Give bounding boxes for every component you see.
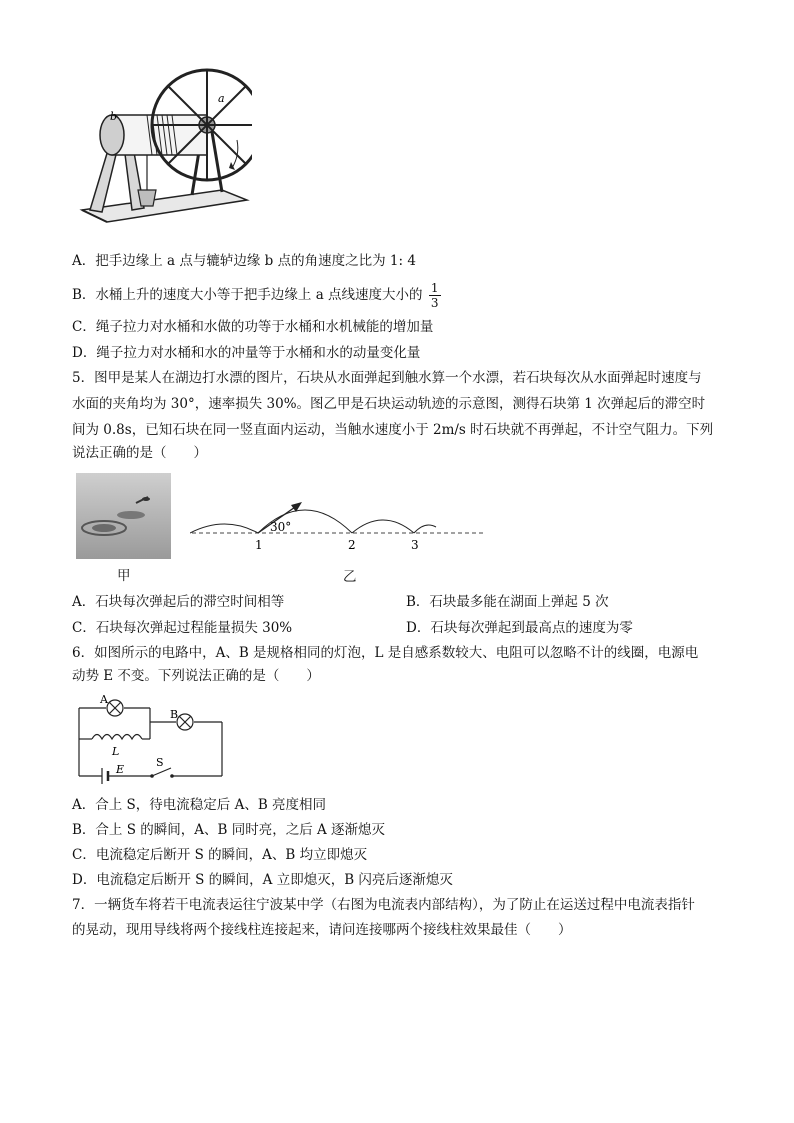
q6-option-a: A．合上 S，待电流稳定后 A、B 亮度相同	[72, 797, 327, 813]
q5-stem-line-1: 5．图甲是某人在湖边打水漂的图片，石块从水面弹起到触水算一个水漂，若石块每次从水面弹起时速度与	[72, 370, 702, 386]
fraction-numerator: 1	[430, 281, 439, 295]
q5-option-a: A．石块每次弹起后的滞空时间相等	[72, 594, 285, 610]
circuit-label-l: L	[112, 745, 120, 758]
q5-stem-line-3: 间为 0.8s，已知石块在同一竖直面内运动，当触水速度小于 2m/s 时石块就不再弹起，不计空气阻力。下列	[72, 422, 714, 438]
q6-option-d: D．电流稳定后断开 S 的瞬间，A 立即熄灭，B 闪亮后逐渐熄灭	[72, 872, 453, 888]
skipping-stone-photo	[76, 473, 171, 559]
q5-stem-line-4: 说法正确的是（ ）	[72, 445, 207, 461]
q6-option-b: B．合上 S 的瞬间，A、B 同时亮，之后 A 逐渐熄灭	[72, 822, 386, 838]
point-2: 2	[348, 538, 356, 552]
q4-option-d: D．绳子拉力对水桶和水的冲量等于水桶和水的动量变化量	[72, 345, 421, 361]
circuit-label-s: S	[156, 756, 164, 769]
circuit-diagram	[72, 693, 232, 785]
q6-stem-line-2: 动势 E 不变。下列说法正确的是（ ）	[72, 668, 320, 684]
point-1: 1	[255, 538, 263, 552]
circuit-label-a: A	[100, 693, 108, 706]
label-jia: 甲	[117, 568, 131, 584]
q7-stem-line-1: 7．一辆货车将若干电流表运往宁波某中学（右图为电流表内部结构），为了防止在运送过程中电流表指针	[72, 897, 695, 913]
label-a: a	[218, 92, 225, 105]
q5-stem-line-2: 水面的夹角均为 30°，速率损失 30%。图乙甲是石块运动轨迹的示意图，测得石块第 1 次弹起后的滞空时	[72, 396, 706, 412]
fraction-one-third	[429, 281, 441, 310]
circuit-label-b: B	[170, 708, 179, 721]
circuit-label-e: E	[116, 763, 125, 776]
q6-stem-line-1: 6．如图所示的电路中，A、B 是规格相同的灯泡，L 是自感系数较大、电阻可以忽略不计的线圈，电源电	[72, 645, 699, 661]
q4-option-a: A．把手边缘上 a 点与辘轳边缘 b 点的角速度之比为 1: 4	[72, 253, 416, 269]
trajectory-diagram	[190, 495, 490, 555]
point-3: 3	[411, 538, 419, 552]
q4-option-b	[72, 281, 441, 310]
windlass-figure	[72, 40, 252, 230]
label-b: b	[110, 110, 118, 123]
q7-stem-line-2: 的晃动，现用导线将两个接线柱连接起来，请问连接哪两个接线柱效果最佳（ ）	[72, 922, 572, 938]
q5-option-c: C．石块每次弹起过程能量损失 30%	[72, 620, 293, 636]
angle-label: 30°	[270, 520, 292, 534]
q4-option-c: C．绳子拉力对水桶和水做的功等于水桶和水机械能的增加量	[72, 319, 434, 335]
q6-option-c: C．电流稳定后断开 S 的瞬间，A、B 均立即熄灭	[72, 847, 368, 863]
q4-option-b-text: B．水桶上升的速度大小等于把手边缘上 a 点线速度大小的	[72, 287, 423, 303]
fraction-denominator: 3	[430, 296, 439, 310]
q5-option-d: D．石块每次弹起到最高点的速度为零	[406, 620, 633, 636]
q5-option-b: B．石块最多能在湖面上弹起 5 次	[406, 594, 609, 610]
label-yi: 乙	[343, 569, 357, 585]
